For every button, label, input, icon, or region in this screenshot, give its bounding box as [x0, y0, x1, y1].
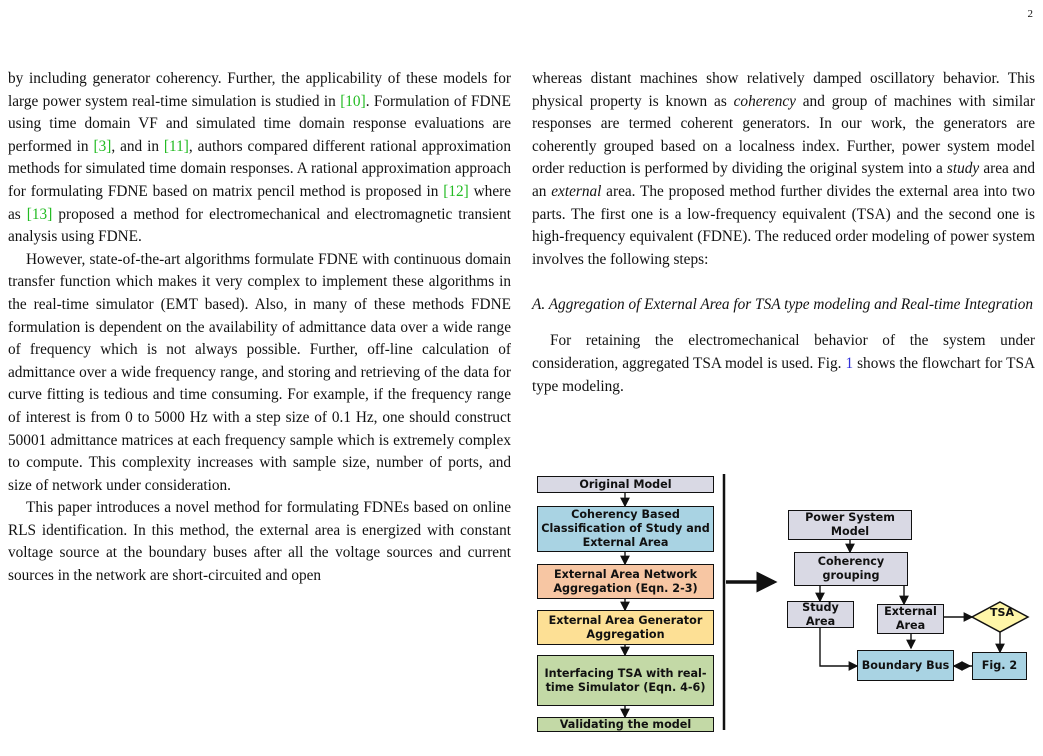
- text-run: whereas distant machines show relatively damped oscillatory behavior. This physical property is known as: [532, 70, 1035, 110]
- text-run: For retaining the electromechanical behavior of the system under consideration, aggregated TSA model is used. Fig.: [532, 332, 1035, 372]
- left-column: [8, 68, 511, 588]
- box-boundary-bus: Boundary Bus: [857, 650, 954, 681]
- subsection-heading: A. Aggregation of External Area for TSA type modeling and Real-time Integration: [532, 296, 1034, 314]
- box-fig-2: Fig. 2: [972, 652, 1027, 680]
- text-run: where as: [8, 182, 512, 223]
- text-run: shows the flowchart for TSA type modeling.: [532, 354, 1036, 395]
- citation-link[interactable]: [13]: [26, 205, 53, 223]
- text-run: , and in: [111, 137, 164, 155]
- box-coherency-grouping: Coherency grouping: [794, 552, 908, 586]
- arrow-study-boundary: [820, 628, 857, 666]
- left-paragraph-1: [8, 68, 511, 249]
- right-column: [532, 68, 1035, 398]
- tsa-label: TSA: [990, 606, 1014, 619]
- text-run: area. The proposed method further divides the external area into two parts. The first one is a low-frequency equivalent (TSA) and the second one is high-frequency equivalent (FDNE). The reduced order modeling of power system involves the following steps:: [532, 182, 1035, 268]
- step-generator-aggregation: External Area Generator Aggregation: [537, 610, 714, 645]
- step-network-aggregation: External Area Network Aggregation (Eqn. 2-3): [537, 564, 714, 599]
- text-run: proposed a method for electromechanical and electromagnetic transient analysis using FDNE.: [8, 205, 511, 246]
- text-run: , authors compared different rational approximation methods for simulated time domain responses. A rational approximation approach for formulating FDNE based on matrix pencil method is proposed in: [8, 137, 511, 200]
- tsa-flowchart: [532, 470, 1037, 732]
- box-external-area: External Area: [877, 604, 944, 634]
- left-paragraph-3: This paper introduces a novel method for formulating FDNEs based on online RLS identification. In this method, the external area is energized with constant voltage source at the boundary buses after all the voltage sources and current sources in the network are short-circuited and open: [8, 499, 511, 585]
- step-coherency-classification: Coherency Based Classification of Study and External Area: [537, 506, 714, 552]
- left-paragraph-2: However, state-of-the-art algorithms formulate FDNE with continuous domain transfer function which makes it very complex to implement these algorithms in the real-time simulator (EMT based). Also, in many of these methods FDNE formulation is dependent on the availability of admittance data over a wide range of frequency which is not always possible. Further, off-line calculation of admittance over a wide frequency range, and storing and retrieving of the data for curve fitting is tedious and time consuming. For example, if the frequency range of interest is from 0 to 5000 Hz with a step size of 0.1 Hz, one should construct 50001 admittance matrices at each frequency sample which is extremely complex to compute. This complexity increases with sample size, number of ports, and size of network under consideration.: [8, 250, 511, 494]
- right-paragraph-1: [532, 68, 1035, 271]
- emphasized-term: study: [946, 160, 980, 178]
- step-original-model: Original Model: [537, 476, 714, 493]
- right-paragraph-2: [532, 330, 1035, 398]
- citation-link[interactable]: [3]: [93, 137, 112, 155]
- emphasized-term: external: [551, 182, 602, 200]
- text-run: area and an: [532, 160, 1035, 200]
- box-study-area: Study Area: [787, 601, 854, 628]
- text-run: . Formulation of FDNE using time domain VF and simulated time domain response evaluations are performed in: [8, 92, 511, 155]
- page-number: 2: [1027, 8, 1033, 20]
- box-power-system-model: Power System Model: [788, 510, 912, 540]
- citation-link[interactable]: [11]: [163, 137, 189, 155]
- step-interfacing-tsa: Interfacing TSA with real-time Simulator (Eqn. 4-6): [537, 655, 714, 706]
- step-validating-model: Validating the model: [537, 717, 714, 732]
- text-run: by including generator coherency. Further, the applicability of these models for large power system real-time simulation is studied in: [8, 70, 511, 110]
- citation-link[interactable]: [12]: [443, 182, 469, 200]
- figure-reference-link[interactable]: 1: [845, 354, 854, 372]
- citation-link[interactable]: [10]: [340, 92, 366, 110]
- text-run: and group of machines with similar responses are termed coherent generators. In our work, the generators are coherently grouped based on a localness index. Further, power system model order reduction is performed by dividing the original system into a: [532, 92, 1035, 178]
- emphasized-term: coherency: [733, 92, 796, 110]
